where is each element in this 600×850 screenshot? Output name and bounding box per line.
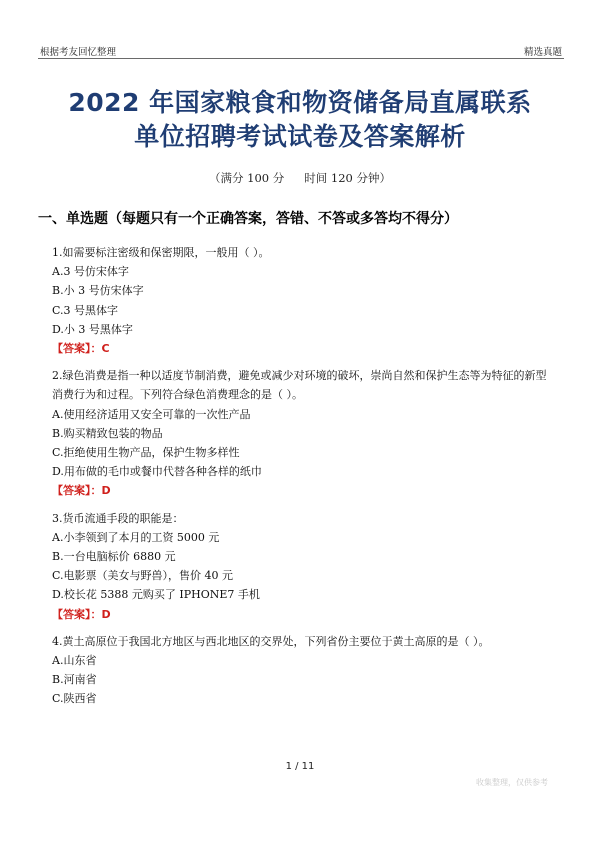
page-header <box>38 42 564 59</box>
question-option: C.3 号黑体字 <box>52 303 119 317</box>
exam-score: （满分 100 分 <box>208 171 285 185</box>
question-stem: 1.如需要标注密级和保密期限，一般用（ ）。 <box>52 246 270 259</box>
question <box>52 632 556 709</box>
question-option: D.用布做的毛巾或餐巾代替各种各样的纸巾 <box>52 465 262 479</box>
page-number: 1 / 11 <box>285 761 315 772</box>
document-title <box>30 86 570 154</box>
question-answer: 【答案】：D <box>52 607 111 621</box>
question-option: C.陕西省 <box>52 692 97 706</box>
header-left-text: 根据考友回忆整理 <box>40 47 117 58</box>
question-stem: 2.绿色消费是指一种以适度节制消费，避免或减少对环境的破坏，崇尚自然和保护生态等为特征的新型消费行为和过程。下列符合绿色消费理念的是（ ）。 <box>52 369 547 402</box>
question-option: B.河南省 <box>52 673 97 687</box>
question-option: A.小李领到了本月的工资 5000 元 <box>52 530 220 544</box>
question-option: D.校长花 5388 元购买了 IPHONE7 手机 <box>52 588 260 602</box>
title-line-1: 2022 年国家粮食和物资储备局直属联系 <box>68 88 532 117</box>
question-option: D.小 3 号黑体字 <box>52 322 133 336</box>
question <box>52 366 556 500</box>
question-answer: 【答案】：D <box>52 484 111 498</box>
exam-info <box>0 170 600 186</box>
question-option: C.拒绝使用生物产品，保护生物多样性 <box>52 446 240 460</box>
question-option: A.3 号仿宋体字 <box>52 265 129 279</box>
question <box>52 243 556 358</box>
question-option: B.一台电脑标价 6880 元 <box>52 550 176 564</box>
question-option: A.山东省 <box>52 654 97 668</box>
question-option: A.使用经济适用又安全可靠的一次性产品 <box>52 407 251 421</box>
header-right-text: 精选真题 <box>523 47 562 58</box>
question-answer: 【答案】：C <box>52 342 110 356</box>
question-stem: 3.货币流通手段的职能是： <box>52 511 184 525</box>
section-heading: 一、单选题（每题只有一个正确答案，答错、不答或多答均不得分） <box>38 211 458 227</box>
watermark-text: 收集整理，仅供参考 <box>476 778 548 787</box>
question-stem: 4.黄土高原位于我国北方地区与西北地区的交界处，下列省份主要位于黄土高原的是（ ）。 <box>52 634 490 648</box>
question-option: B.小 3 号仿宋体字 <box>52 284 144 298</box>
question <box>52 509 556 624</box>
question-list <box>52 243 556 709</box>
title-line-2: 单位招聘考试试卷及答案解析 <box>134 122 466 151</box>
question-option: B.购买精致包装的物品 <box>52 426 163 440</box>
exam-time: 时间 120 分钟） <box>304 171 392 185</box>
question-option: C.电影票（美女与野兽），售价 40 元 <box>52 569 234 583</box>
